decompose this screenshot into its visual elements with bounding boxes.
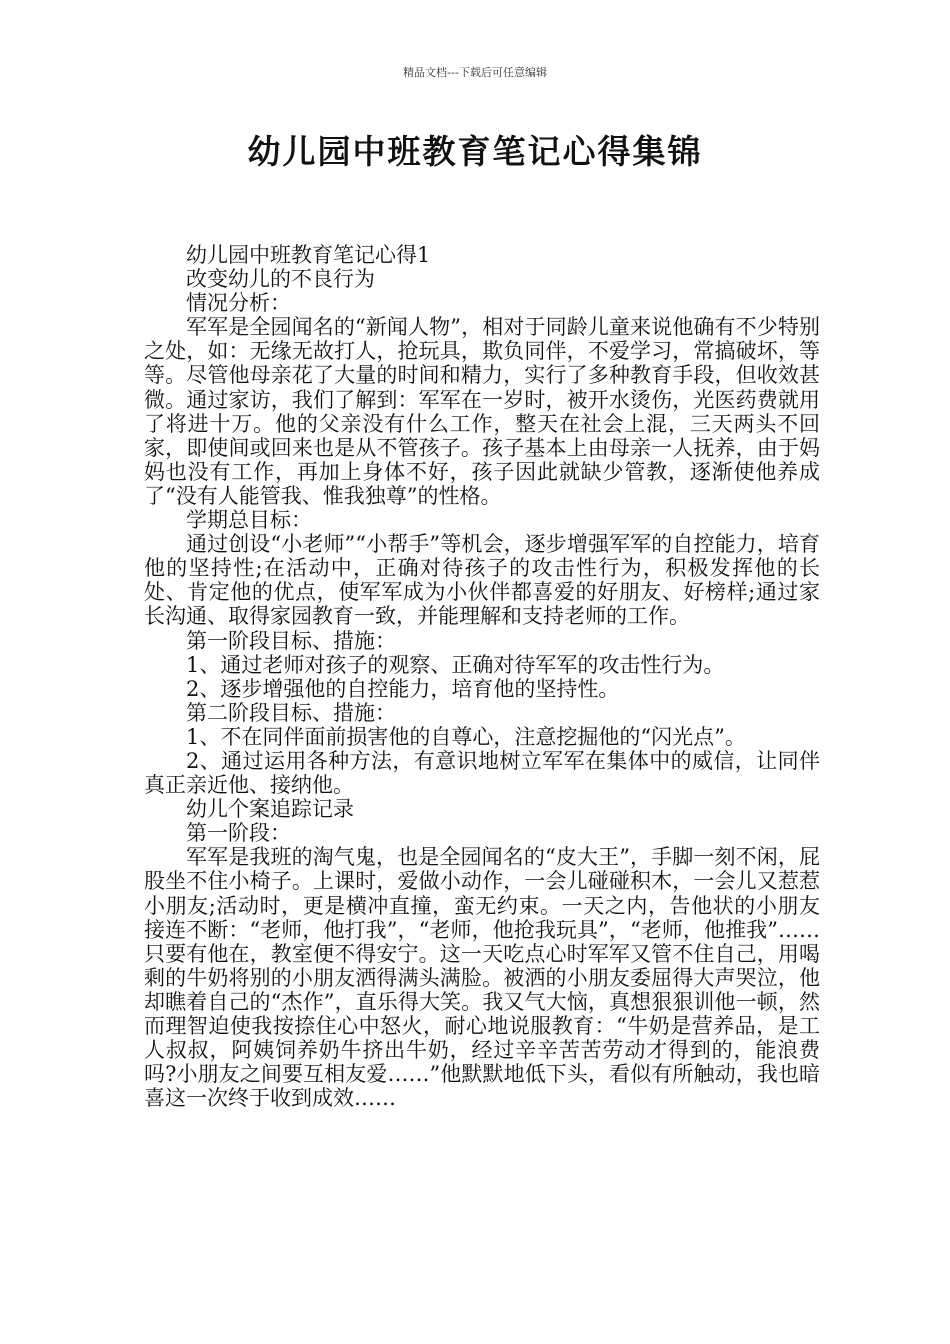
paragraph: 通过创设“小老师”“小帮手”等机会，逐步增强军军的自控能力，培育他的坚持性;在活动中，正确对待孩子的攻击性行为，积极发挥他的长处、肯定他的优点，使军军成为小伙伴都喜爱的好朋友、好榜样;通过家长沟通、取得家园教育一致，并能理解和支持老师的工作。 bbox=[144, 532, 820, 629]
paragraph: 1、不在同伴面前损害他的自尊心，注意挖掘他的“闪光点”。 bbox=[186, 724, 746, 749]
paragraph: 2、逐步增强他的自控能力，培育他的坚持性。 bbox=[186, 676, 620, 701]
paragraph: 学期总目标： bbox=[186, 508, 312, 533]
paragraph: 第一阶段目标、措施： bbox=[186, 628, 396, 653]
document-body bbox=[144, 243, 820, 1110]
paragraph: 情况分析： bbox=[186, 291, 291, 316]
paragraph: 改变幼儿的不良行为 bbox=[186, 267, 375, 292]
paragraph: 第二阶段目标、措施： bbox=[186, 700, 396, 725]
header-note: 精品文档---下载后可任意编辑 bbox=[403, 66, 547, 79]
paragraph: 幼儿个案追踪记录 bbox=[186, 797, 354, 822]
paragraph: 军军是我班的淘气鬼，也是全园闻名的“皮大王”，手脚一刻不闲，屁股坐不住小椅子。上课时，爱做小动作，一会儿碰碰积木，一会儿又惹惹小朋友;活动时，更是横冲直撞，蛮无约束。一天之内，告他状的小朋友接连不断：“老师，他打我”，“老师，他抢我玩具”，“老师，他推我”……只要有他在，教室便不得安宁。这一天吃点心时军军又管不住自己，用喝剩的牛奶将别的小朋友洒得满头满脸。被洒的小朋友委屈得大声哭泣，他却瞧着自己的“杰作”，直乐得大笑。我又气大恼，真想狠狠训他一顿，然而理智迫使我按捺住心中怒火，耐心地说服教育：“牛奶是营养品，是工人叔叔，阿姨饲养奶牛挤出牛奶，经过辛辛苦苦劳动才得到的，能浪费吗?小朋友之间要互相友爱……”他默默地低下头，看似有所触动，我也暗喜这一次终于收到成效…… bbox=[144, 845, 820, 1111]
paragraph: 1、通过老师对孩子的观察、正确对待军军的攻击性行为。 bbox=[186, 652, 725, 677]
paragraph: 幼儿园中班教育笔记心得1 bbox=[186, 243, 431, 267]
paragraph: 第一阶段： bbox=[186, 821, 291, 846]
paragraph: 军军是全园闻名的“新闻人物”，相对于同龄儿童来说他确有不少特别之处，如：无缘无故打人，抢玩具，欺负同伴，不爱学习，常搞破坏，等等。尽管他母亲花了大量的时间和精力，实行了多种教育手段，但收效甚微。通过家访，我们了解到：军军在一岁时，被开水烫伤，光医药费就用了将进十万。他的父亲没有什么工作，整天在社会上混，三天两头不回家，即使间或回来也是从不管孩子。孩子基本上由母亲一人抚养，由于妈妈也没有工作，再加上身体不好，孩子因此就缺少管教，逐渐使他养成了“没有人能管我、惟我独尊”的性格。 bbox=[144, 315, 820, 508]
paragraph: 2、通过运用各种方法，有意识地树立军军在集体中的威信，让同伴真正亲近他、接纳他。 bbox=[144, 748, 820, 798]
document-title: 幼儿园中班教育笔记心得集锦 bbox=[247, 132, 703, 171]
